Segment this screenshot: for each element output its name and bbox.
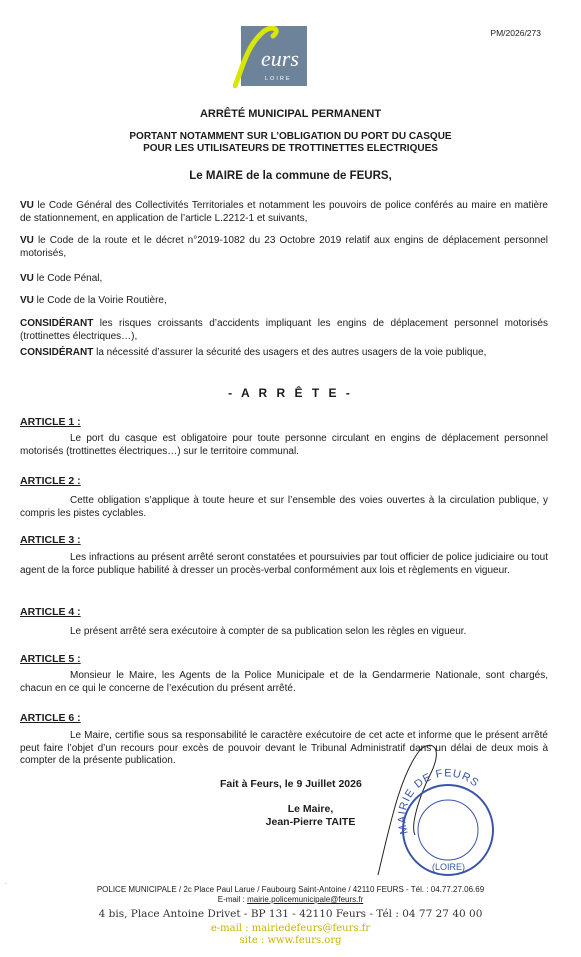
stamp-sub: (LOIRE) bbox=[432, 862, 466, 872]
footer-police-address: POLICE MUNICIPALE / 2c Place Paul Larue / Faubourg Saint-Antoine / 42110 FEURS - Tél. : 04.77.27.06.69 bbox=[96, 885, 485, 894]
subtitle-line-1: PORTANT NOTAMMENT SUR L’OBLIGATION DU PORT DU CASQUE bbox=[129, 131, 452, 142]
mairie-stamp bbox=[370, 735, 495, 885]
preamble-item: VU le Code Général des Collectivités Territoriales et notamment les pouvoirs de police conférés au maire en matière de stationnement, en application de l’article L.2212-1 et suivants, bbox=[20, 200, 548, 224]
footer-mairie-email[interactable]: e-mail : mairiedefeurs@feurs.fr bbox=[210, 923, 371, 934]
footer-mairie-contact bbox=[0, 923, 581, 947]
footer-police-email[interactable]: mairie.policemunicipale@feurs.fr bbox=[247, 895, 364, 904]
footer-police bbox=[0, 885, 581, 905]
preamble-item: VU le Code de la route et le décret n°2019-1082 du 23 Octobre 2019 relatif aux engins de déplacement personnel motorisés, bbox=[20, 235, 548, 259]
subtitle-line-2: POUR LES UTILISATEURS DE TROTTINETTES ELECTRIQUES bbox=[143, 143, 438, 154]
article-heading: ARTICLE 3 : bbox=[20, 534, 81, 546]
logo-wordmark: eurs bbox=[261, 46, 299, 71]
article-body: Le port du casque est obligatoire pour toute personne circulant en engins de déplacement personnel motorisés (trottinettes électriques…) sur le territoire communal. bbox=[20, 433, 548, 457]
preamble-item: VU le Code Pénal, bbox=[20, 273, 103, 284]
article-heading: ARTICLE 4 : bbox=[20, 606, 81, 618]
signatory-name: Jean-Pierre TAITE bbox=[265, 815, 356, 828]
preamble-item: VU le Code de la Voirie Routière, bbox=[20, 295, 167, 306]
preamble-item: CONSIDÉRANT la nécessité d’assurer la sécurité des usagers et des autres usagers de la voie publique, bbox=[20, 347, 487, 358]
logo-sub: LOIRE bbox=[265, 76, 292, 82]
footer-site[interactable]: site : www.feurs.org bbox=[239, 935, 342, 946]
reference-number: PM/2026/273 bbox=[490, 28, 541, 38]
article-body: Le Maire, certifie sous sa responsabilité le caractère exécutoire de cet acte et informe que le présent arrêté peut faire l’objet d’un recours pour excès de pouvoir devant le Tribunal Administratif dans un délai de deux mois à compter de la présente publication. bbox=[20, 730, 548, 766]
article-heading: ARTICLE 1 : bbox=[20, 416, 81, 428]
article-body: Les infractions au présent arrêté seront constatées et poursuivies par tout officier de police judiciaire ou tout agent de la force publique habilité à dresser un procès-verbal conformément aux lois et règlements en vigueur. bbox=[20, 552, 548, 576]
feurs-logo bbox=[233, 26, 313, 88]
document-subtitle bbox=[0, 131, 581, 155]
stamp-inner-ring bbox=[418, 800, 478, 860]
stamp-text: MAIRIE DE FEURS bbox=[396, 767, 482, 836]
article-heading: ARTICLE 6 : bbox=[20, 712, 81, 724]
margin-mark: . bbox=[5, 880, 7, 886]
signatory-title: Le Maire, bbox=[287, 803, 334, 815]
mayor-heading: Le MAIRE de la commune de FEURS, bbox=[189, 170, 392, 182]
article-heading: ARTICLE 2 : bbox=[20, 475, 81, 487]
article-body: Cette obligation s’applique à toute heure et sur l’ensemble des voies ouvertes à la circulation publique, y compris les pistes cyclables. bbox=[20, 495, 548, 519]
article-body: Monsieur le Maire, les Agents de la Police Municipale et de la Gendarmerie Nationale, sont chargés, chacun en ce qui le concerne de l’exécution du présent arrêté. bbox=[20, 670, 548, 694]
article-heading: ARTICLE 5 : bbox=[20, 653, 81, 665]
signed-place-date: Fait à Feurs, le 9 Juillet 2026 bbox=[220, 778, 362, 790]
article-body: Le présent arrêté sera exécutoire à compter de sa publication selon les règles en vigueur. bbox=[70, 626, 467, 637]
document-title: ARRÊTÉ MUNICIPAL PERMANENT bbox=[199, 108, 382, 120]
preamble-item: CONSIDÉRANT les risques croissants d’accidents impliquant les engins de déplacement personnel motorisés (trottinettes électriques…), bbox=[20, 318, 548, 342]
arrete-heading: - A R R Ê T E - bbox=[228, 386, 353, 400]
footer-police-email-line: E-mail : mairie.policemunicipale@feurs.fr bbox=[217, 895, 364, 904]
footer-mairie-address: 4 bis, Place Antoine Drivet - BP 131 - 42110 Feurs - Tél : 04 77 27 40 00 bbox=[98, 908, 483, 920]
